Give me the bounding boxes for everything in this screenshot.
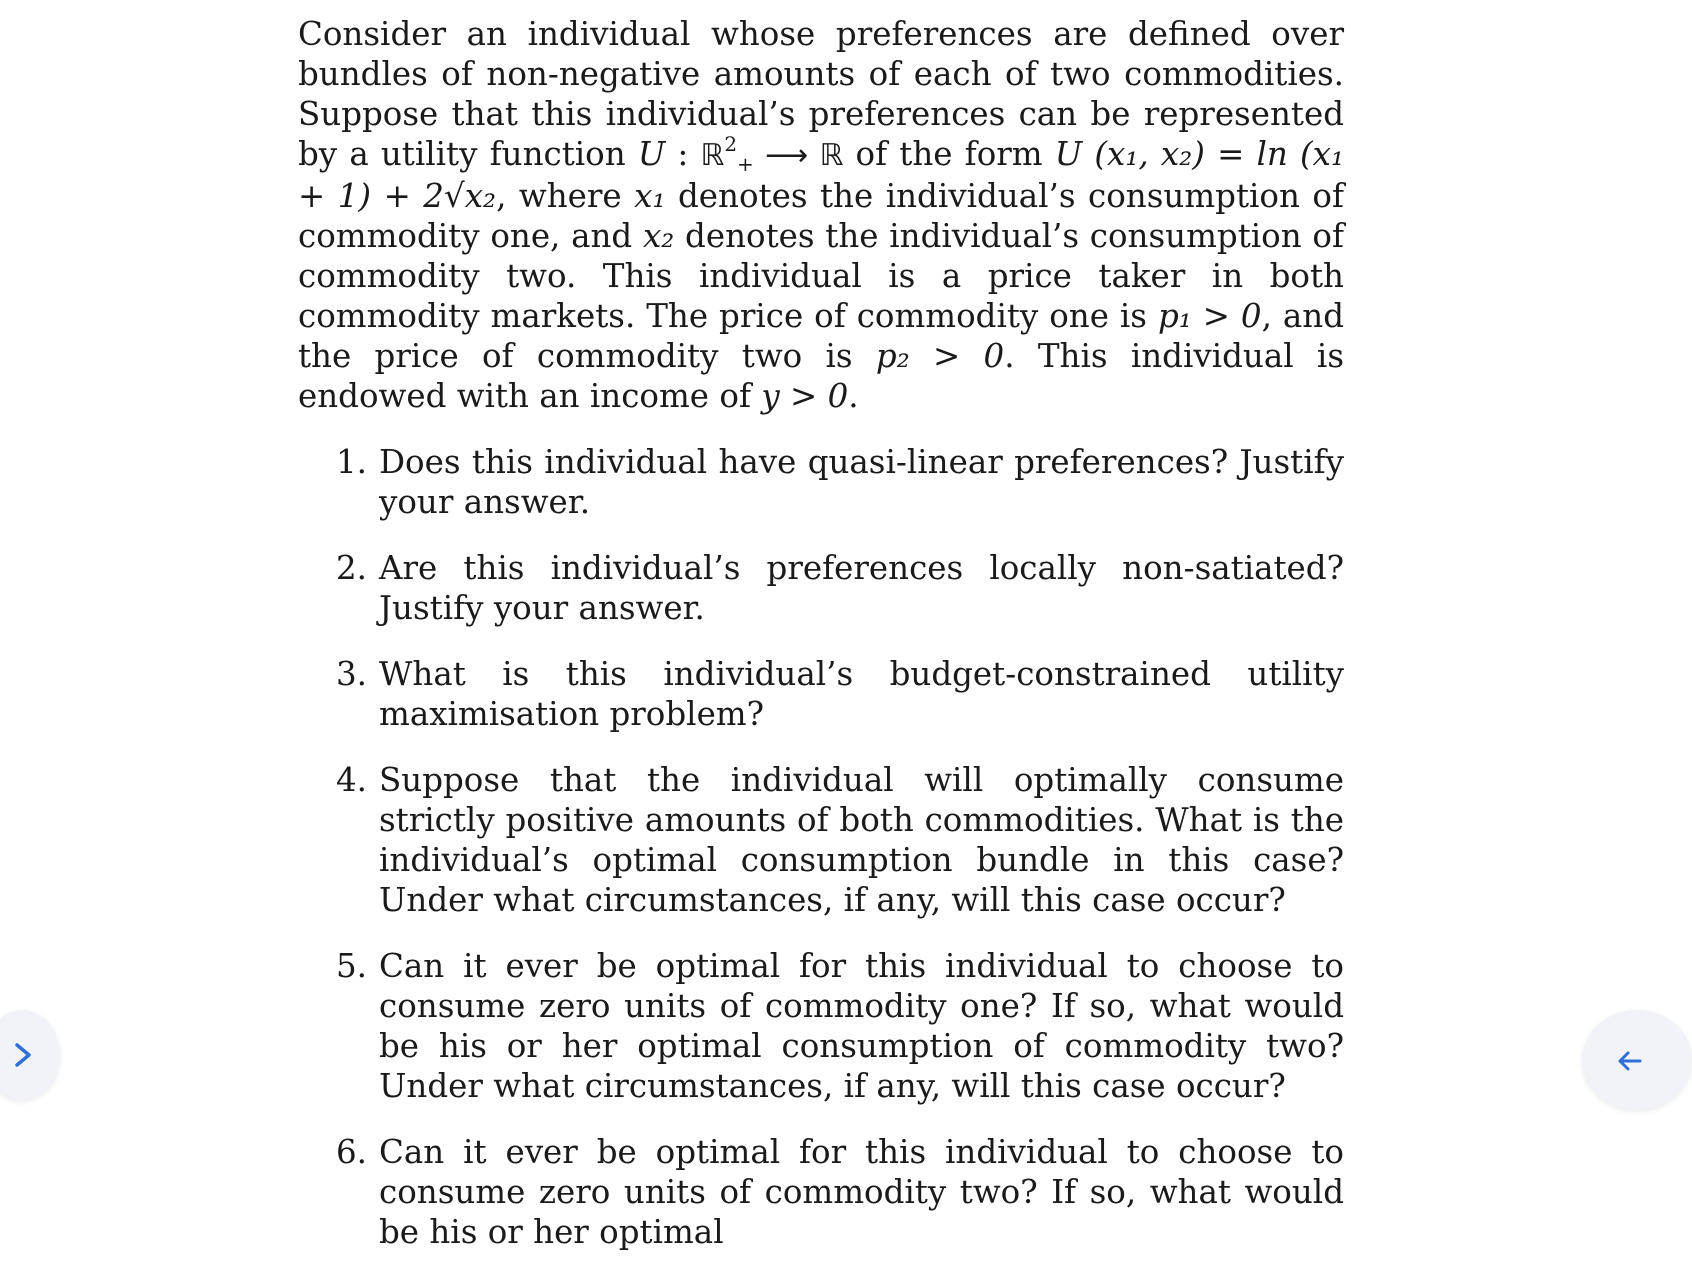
next-page-button[interactable] (0, 1010, 60, 1100)
question-text: Suppose that the individual will optimally consume strictly positive amounts of both commodities. What is the individual’s optimal consumption bundle in this case? Under what circumstances, if any, will this case occur? (379, 761, 1344, 919)
domain-exponent: 2 (724, 132, 738, 156)
codomain-symbol: ℝ (819, 138, 844, 173)
var-x2: x₂ (642, 217, 675, 255)
question-item-5 (298, 946, 1344, 1106)
question-number: 5. (336, 947, 368, 985)
question-text: What is this individual’s budget-constrained utility maximisation problem? (379, 655, 1344, 733)
intro-text: , and the price of commodity two is (298, 297, 1345, 375)
question-item-3 (298, 654, 1344, 734)
intro-text: , where (496, 177, 635, 215)
question-number: 3. (336, 655, 368, 693)
question-number: 2. (336, 549, 368, 587)
colon: : (665, 135, 701, 173)
intro-text: denotes the individual’s consumption of commodity two. This individual is a price taker in both commodity markets. The price of commodity one is (298, 217, 1344, 335)
question-item-4 (298, 760, 1344, 920)
question-number: 6. (336, 1133, 368, 1171)
question-text: Can it ever be optimal for this individual to choose to consume zero units of commodity one? If so, what would be his or her optimal consumption of commodity two? Under what circumstances, if any, will this case occur? (379, 947, 1344, 1105)
domain-set (700, 132, 754, 176)
document-page (298, 14, 1344, 1278)
utility-symbol: U (637, 135, 666, 173)
question-item-1 (298, 442, 1344, 522)
intro-text: of the form (843, 135, 1055, 173)
var-x1: x₁ (634, 177, 666, 215)
question-item-6 (298, 1132, 1344, 1252)
question-number: 4. (336, 761, 368, 799)
intro-text: denotes the individual’s consumption of commodity one, and (298, 177, 1344, 255)
income-y: y > 0 (761, 377, 849, 415)
intro-text: . (848, 377, 859, 415)
intro-text: . This individual is endowed with an income of (298, 337, 1344, 415)
arrow-left-icon (1614, 1046, 1644, 1076)
chevron-right-icon (7, 1040, 37, 1070)
question-text: Can it ever be optimal for this individual to choose to consume zero units of commodity two? If so, what would be his or her optimal (379, 1133, 1344, 1251)
intro-paragraph (298, 14, 1344, 416)
back-button[interactable] (1582, 1010, 1692, 1110)
price-p1: p₁ > 0 (1157, 297, 1262, 335)
question-list (298, 442, 1344, 1252)
question-item-2 (298, 548, 1344, 628)
question-text: Does this individual have quasi-linear preferences? Justify your answer. (379, 443, 1344, 521)
maps-to-arrow: ⟶ (753, 138, 820, 173)
question-text: Are this individual’s preferences locally non-satiated? Justify your answer. (379, 549, 1344, 627)
intro-text: Consider an individual whose preferences are defined over bundles of non-negative amounts of each of two commodities. Suppose that this individual’s preferences can be represented by a utility function (298, 15, 1344, 173)
domain-subscript: + (737, 152, 754, 176)
reals-symbol: ℝ (700, 138, 725, 173)
utility-formula: U (x₁, x₂) = ln (x₁ + 1) + 2√x₂ (298, 135, 1345, 215)
question-number: 1. (336, 443, 368, 481)
price-p2: p₂ > 0 (875, 337, 1005, 375)
